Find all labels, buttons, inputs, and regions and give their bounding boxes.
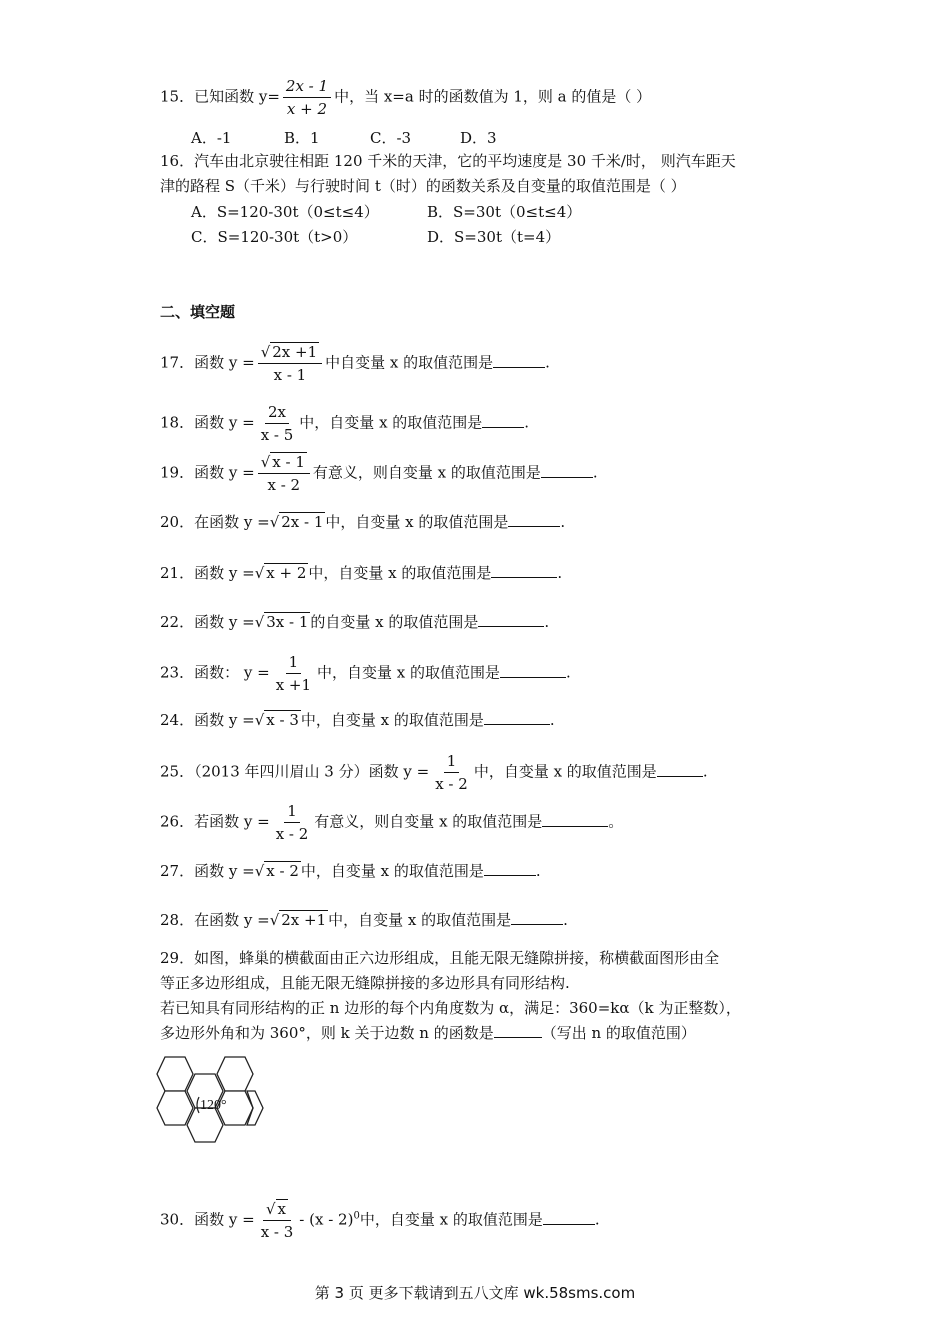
answer-blank[interactable] bbox=[541, 463, 593, 478]
fraction: $\frac{√ 2x +1}{x - 1}$ bbox=[258, 342, 322, 385]
question-20: 20．在函数 y =√ 2x - 1 中，自变量 x 的取值范围是 . bbox=[160, 513, 566, 531]
sqrt-symbol: √ 3x - 1 bbox=[254, 613, 309, 631]
option-c: C．-3 bbox=[370, 129, 412, 147]
question-30: 30．函数 y = $\frac{√ x}{x - 3}$ - (x - 2)$^0$中，自变量 x 的取值范围是 . bbox=[160, 1200, 600, 1241]
question-24: 24．函数 y =√ x - 3 中，自变量 x 的取值范围是 . bbox=[160, 711, 555, 729]
question-28: 28．在函数 y =√ 2x +1 中，自变量 x 的取值范围是 . bbox=[160, 911, 568, 929]
option-b: B．1 bbox=[284, 129, 320, 147]
question-29-line-4: 多边形外角和为 360°，则 k 关于边数 n 的函数是 （写出 n 的取值范围） bbox=[160, 1024, 696, 1042]
angle-label: 120° bbox=[200, 1098, 227, 1113]
section-title: 二、填空题 bbox=[160, 303, 236, 321]
sqrt-symbol: √ x - 3 bbox=[254, 711, 299, 729]
answer-blank[interactable] bbox=[542, 812, 608, 827]
fraction: $\frac{1}{x - 2}$ bbox=[435, 752, 468, 793]
question-22: 22．函数 y =√ 3x - 1 的自变量 x 的取值范围是 . bbox=[160, 613, 550, 631]
question-25: 25．（2013 年四川眉山 3 分）函数 y = $\frac{1}{x - 2}$ 中，自变量 x 的取值范围是 . bbox=[160, 752, 708, 793]
hexagon bbox=[187, 1108, 223, 1142]
answer-blank[interactable] bbox=[657, 762, 703, 777]
question-18: 18．函数 y = $\frac{2x}{x - 5}$ 中，自变量 x 的取值范围是 . bbox=[160, 403, 530, 444]
question-26: 26．若函数 y = $\frac{1}{x - 2}$ 有意义，则自变量 x 的取值范围是 。 bbox=[160, 802, 624, 843]
sqrt-symbol: √ 2x +1 bbox=[269, 911, 327, 929]
option-c: C．S=120-30t（t>0） bbox=[191, 228, 358, 246]
page-footer: 第 3 页 更多下载请到五八文库 wk.58sms.com bbox=[314, 1284, 636, 1302]
answer-blank[interactable] bbox=[493, 353, 545, 368]
question-27: 27．函数 y =√ x - 2 中，自变量 x 的取值范围是 . bbox=[160, 862, 541, 880]
question-23: 23．函数： y = $\frac{1}{x +1}$ 中，自变量 x 的取值范围是 . bbox=[160, 653, 571, 694]
sqrt-symbol: √ x bbox=[265, 1200, 286, 1218]
question-17: 17．函数 y = $\frac{√ 2x +1}{x - 1}$ 中自变量 x 的取值范围是 . bbox=[160, 343, 550, 384]
answer-blank[interactable] bbox=[494, 1023, 542, 1038]
answer-blank[interactable] bbox=[484, 710, 550, 725]
fraction: $\frac{2x - 1}{x + 2}$ bbox=[283, 76, 331, 119]
answer-blank[interactable] bbox=[478, 612, 544, 627]
answer-blank[interactable] bbox=[508, 512, 560, 527]
sqrt-symbol: √ x - 1 bbox=[260, 453, 305, 471]
fraction: $\frac{√ x}{x - 3}$ bbox=[260, 1200, 294, 1241]
sqrt-symbol: √ x - 2 bbox=[254, 862, 299, 880]
fraction: $\frac{1}{x +1}$ bbox=[275, 653, 312, 694]
option-d: D．S=30t（t=4） bbox=[427, 228, 561, 246]
answer-blank[interactable] bbox=[482, 413, 524, 428]
answer-blank[interactable] bbox=[500, 663, 566, 678]
fraction: $\frac{2x}{x - 5}$ bbox=[260, 403, 294, 444]
question-15: 15．已知函数 y= $\frac{2x - 1}{x + 2}$ 中，当 x=a 时的函数值为 1，则 a 的值是（ ） bbox=[160, 77, 652, 118]
answer-blank[interactable] bbox=[543, 1210, 595, 1225]
question-number: 15． bbox=[160, 87, 195, 106]
hexagon bbox=[157, 1057, 193, 1091]
question-29-line-3: 若已知具有同形结构的正 n 边形的每个内角度数为 α，满足：360=kα（k 为正整数）， bbox=[160, 999, 741, 1017]
sqrt-symbol: √ 2x +1 bbox=[260, 343, 318, 361]
option-a: A．-1 bbox=[191, 129, 232, 147]
question-29-line-1: 29．如图，蜂巢的横截面由正六边形组成，且能无限无缝隙拼接，称横截面图形由全 bbox=[160, 949, 720, 967]
sqrt-symbol: √ 2x - 1 bbox=[269, 513, 324, 531]
option-a: A．S=120-30t（0≤t≤4） bbox=[191, 203, 379, 221]
question-16-line-1: 16．汽车由北京驶往相距 120 千米的天津，它的平均速度是 30 千米/时， 则汽车距天 bbox=[160, 152, 736, 170]
answer-blank[interactable] bbox=[491, 563, 557, 578]
sqrt-symbol: √ x + 2 bbox=[254, 564, 307, 582]
fraction: $\frac{1}{x - 2}$ bbox=[275, 802, 309, 843]
hexagon bbox=[157, 1091, 193, 1125]
question-21: 21．函数 y =√ x + 2 中，自变量 x 的取值范围是 . bbox=[160, 564, 563, 582]
hexagon bbox=[217, 1057, 253, 1091]
option-b: B．S=30t（0≤t≤4） bbox=[427, 203, 582, 221]
answer-blank[interactable] bbox=[484, 861, 536, 876]
question-16-line-2: 津的路程 S（千米）与行驶时间 t（时）的函数关系及自变量的取值范围是（ ） bbox=[160, 177, 686, 195]
question-29-line-2: 等正多边形组成，且能无限无缝隙拼接的多边形具有同形结构. bbox=[160, 974, 570, 992]
fraction: $\frac{√ x - 1}{x - 2}$ bbox=[258, 452, 310, 495]
honeycomb-figure bbox=[155, 1055, 270, 1160]
answer-blank[interactable] bbox=[511, 910, 563, 925]
option-d: D．3 bbox=[460, 129, 497, 147]
question-19: 19．函数 y = $\frac{√ x - 1}{x - 2}$ 有意义，则自变量 x 的取值范围是 . bbox=[160, 453, 598, 494]
